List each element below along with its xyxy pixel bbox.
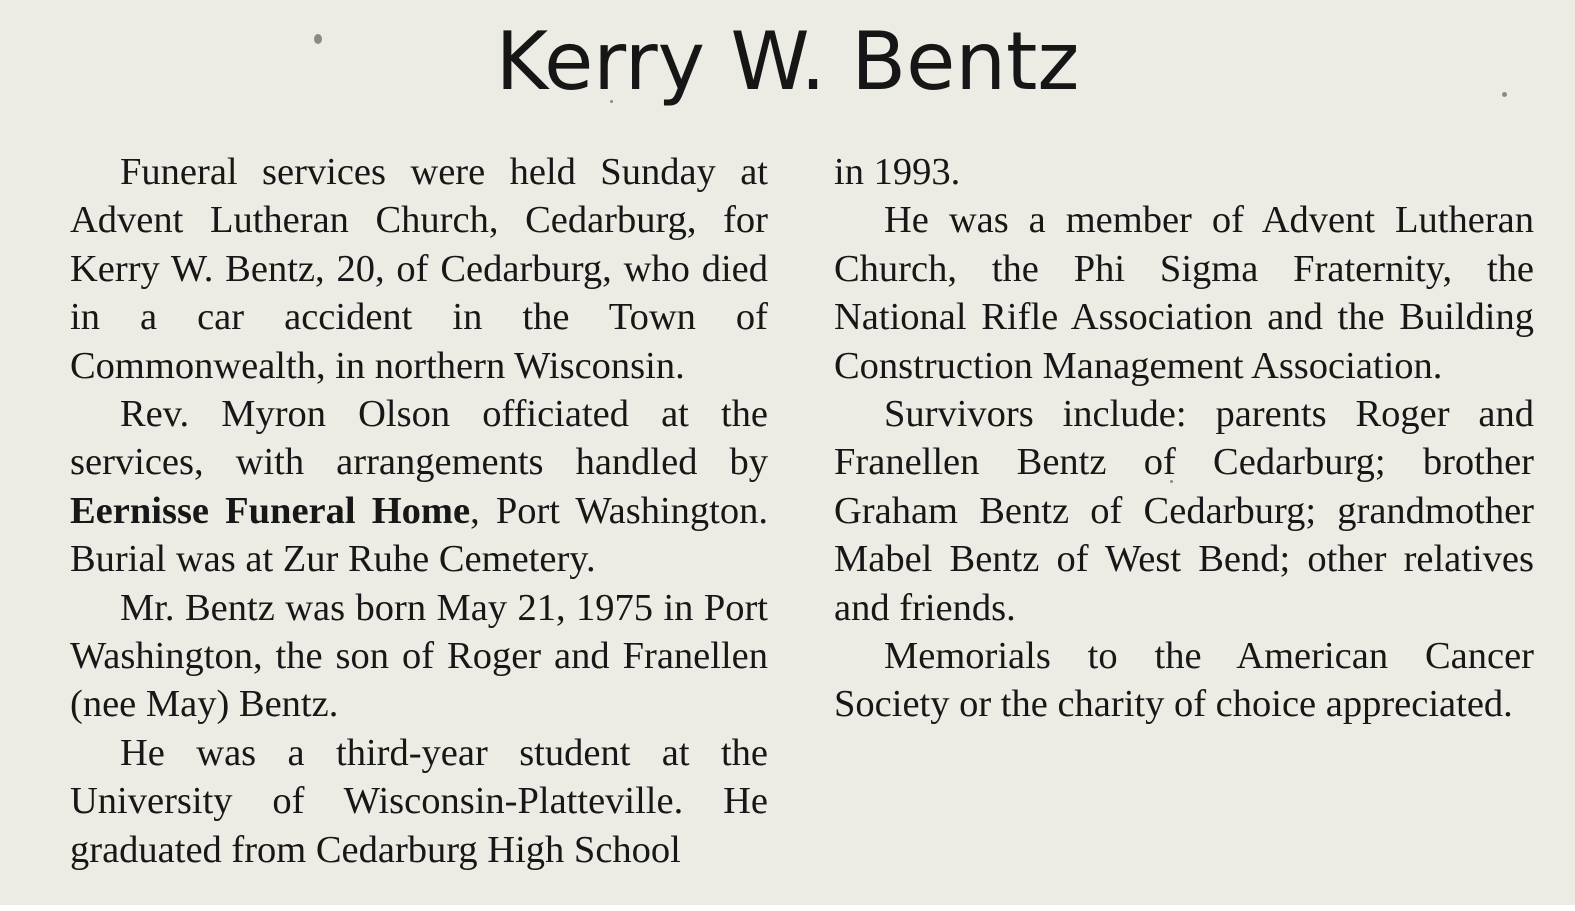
paragraph-survivors: Survivors include: parents Roger and Franellen Bentz of Cedarburg; brother Graham Bentz of Cedarburg; grandmother Mabel Bentz of West Bend; other relatives and friends. [834, 393, 1534, 629]
obituary-headline: Kerry W. Bentz [495, 15, 1080, 108]
paragraph-education: He was a third-year student at the University of Wisconsin-Platteville. He graduated from Cedarburg High School [70, 731, 768, 871]
paragraph-birth: Mr. Bentz was born May 21, 1975 in Port Washington, the son of Roger and Franellen (nee May) Bentz. [70, 586, 768, 726]
officiant-text: Rev. Myron Olson officiated at the services, with arrangements handled by [70, 393, 768, 484]
funeral-home-name: Eernisse Funeral Home [70, 489, 471, 532]
left-text-column [70, 148, 768, 874]
paragraph-education-continued: in 1993. [834, 151, 961, 193]
burial-text: , Port Washington. Burial was at Zur Ruhe Cemetery. [70, 489, 769, 581]
paragraph-memorials: Memorials to the American Cancer Society or the charity of choice appreciated. [834, 635, 1534, 726]
right-text-column [834, 148, 1534, 729]
paragraph-officiant [70, 390, 768, 584]
paragraph-funeral-services: Funeral services were held Sunday at Advent Lutheran Church, Cedarburg, for Kerry W. Bentz, 20, of Cedarburg, who died in a car accident in the Town of Commonwealth, in northern Wisconsin. [70, 151, 768, 387]
scan-margin [0, 905, 1575, 911]
paragraph-memberships: He was a member of Advent Lutheran Church, the Phi Sigma Fraternity, the National Rifle Association and the Building Construction Management Association. [834, 199, 1534, 387]
